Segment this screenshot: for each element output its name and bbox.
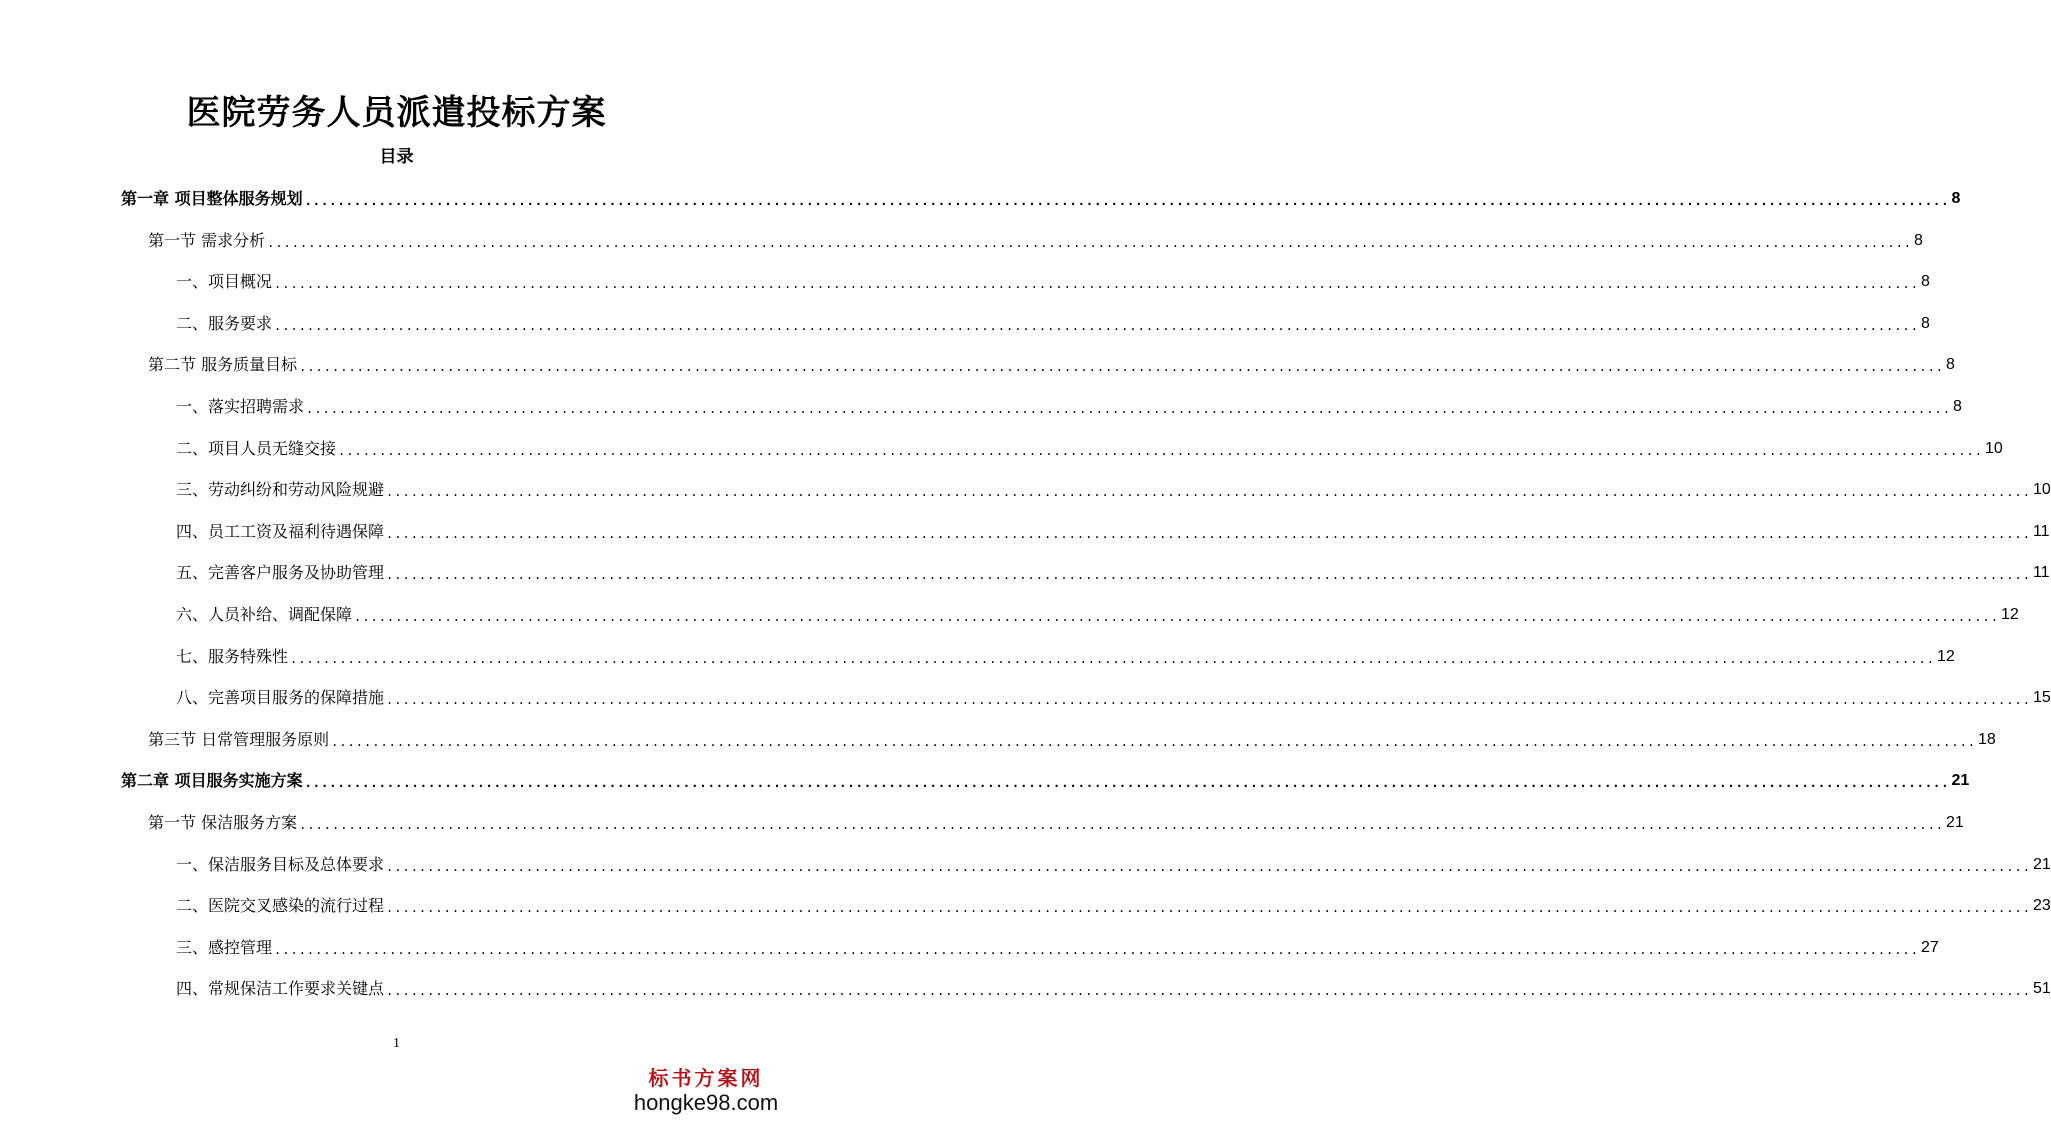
toc-entry-label: 二、服务要求 <box>176 313 273 333</box>
watermark-cn-text: 标书方案网 <box>648 1066 764 1090</box>
toc-leader-dots: ........................................................................................................................................................................................................ <box>299 360 1945 375</box>
toc-entry-label: 第二节 服务质量目标 <box>148 355 298 375</box>
toc-entry-label: 四、员工工资及福利待遇保障 <box>176 521 385 541</box>
toc-entry-page: 51 <box>2032 980 2051 998</box>
toc-entry-label: 第三节 日常管理服务原则 <box>148 729 330 749</box>
toc-entry-item[interactable] <box>176 430 2003 460</box>
toc-entry-label: 二、医院交叉感染的流行过程 <box>176 896 385 916</box>
toc-entry-label: 四、常规保洁工作要求关键点 <box>176 979 385 999</box>
toc-entry-page: 12 <box>2000 606 2019 623</box>
toc-entry-page: 27 <box>1920 938 1939 956</box>
toc-entry-chapter[interactable] <box>121 180 1961 210</box>
toc-entry-label: 五、完善客户服务及协助管理 <box>176 563 385 583</box>
toc-entry-page: 11 <box>2032 522 2050 540</box>
toc-entry-item[interactable] <box>176 554 2050 584</box>
toc-leader-dots: ........................................................................................................................................................................................................ <box>386 901 2031 916</box>
toc-entry-page: 15 <box>2032 689 2051 707</box>
toc-leader-dots: ........................................................................................................................................................................................................ <box>274 277 1919 292</box>
toc-entry-item[interactable] <box>176 263 1930 293</box>
toc-leader-dots: ........................................................................................................................................................................................................ <box>354 610 1999 624</box>
toc-entry-section[interactable] <box>148 222 1923 252</box>
toc-entry-page: 8 <box>1951 190 1961 207</box>
toc-entry-label: 第二章 项目服务实施方案 <box>121 771 303 791</box>
toc-entry-page: 21 <box>2032 855 2051 873</box>
toc-entry-section[interactable] <box>148 804 1964 834</box>
toc-entry-section[interactable] <box>148 721 1996 751</box>
toc-leader-dots: ........................................................................................................................................................................................................ <box>267 235 1913 250</box>
toc-leader-dots: ........................................................................................................................................................................................................ <box>386 859 2031 874</box>
toc-entry-page: 8 <box>1952 398 1962 415</box>
toc-entry-item[interactable] <box>176 970 2051 1000</box>
toc-leader-dots: ........................................................................................................................................................................................................ <box>338 443 1983 458</box>
toc-leader-dots: ........................................................................................................................................................................................................ <box>304 194 1950 208</box>
toc-entry-label: 第一节 需求分析 <box>148 230 266 250</box>
toc-leader-dots: ........................................................................................................................................................................................................ <box>386 485 2031 500</box>
toc-entry-label: 六、人员补给、调配保障 <box>176 605 353 624</box>
toc-entry-item[interactable] <box>176 929 1939 959</box>
watermark-en-text: hongke98.com <box>633 1090 779 1115</box>
toc-leader-dots: ........................................................................................................................................................................................................ <box>290 651 1935 666</box>
toc-entry-label: 三、感控管理 <box>176 937 273 957</box>
toc-entry-page: 10 <box>1984 439 2003 457</box>
toc-entry-page: 8 <box>1920 273 1930 291</box>
toc-entry-item[interactable] <box>176 846 2051 876</box>
toc-leader-dots: ........................................................................................................................................................................................................ <box>304 776 1950 791</box>
toc-entry-page: 21 <box>1946 814 1964 831</box>
toc-entry-item[interactable] <box>176 305 1930 335</box>
watermark-logo <box>631 1066 781 1116</box>
toc-leader-dots: ........................................................................................................................................................................................................ <box>331 734 1977 749</box>
toc-entry-item[interactable] <box>176 513 2050 543</box>
toc-leader-dots: ........................................................................................................................................................................................................ <box>306 402 1951 416</box>
toc-entry-page: 8 <box>1914 231 1923 249</box>
toc-entry-label: 一、保洁服务目标及总体要求 <box>176 854 385 874</box>
toc-entry-page: 8 <box>1920 314 1930 332</box>
toc-entry-section[interactable] <box>148 346 1955 376</box>
toc-leader-dots: ........................................................................................................................................................................................................ <box>386 693 2031 708</box>
toc-entry-label: 一、项目概况 <box>176 272 273 292</box>
toc-leader-dots: ........................................................................................................................................................................................................ <box>386 984 2031 999</box>
toc-entry-page: 8 <box>1946 356 1955 374</box>
toc-leader-dots: ........................................................................................................................................................................................................ <box>386 568 2031 583</box>
toc-entry-page: 12 <box>1936 647 1955 665</box>
toc-entry-label: 七、服务特殊性 <box>176 646 289 666</box>
toc-entry-item[interactable] <box>176 638 1955 668</box>
toc-heading: 目录 <box>379 147 414 167</box>
toc-entry-item[interactable] <box>176 887 2051 917</box>
toc-entry-page: 23 <box>2032 897 2051 915</box>
toc-leader-dots: ........................................................................................................................................................................................................ <box>386 526 2031 541</box>
toc-entry-label: 三、劳动纠纷和劳动风险规避 <box>176 480 385 500</box>
toc-entry-item[interactable] <box>176 471 2051 501</box>
toc-entry-label: 二、项目人员无缝交接 <box>176 438 337 458</box>
toc-leader-dots: ........................................................................................................................................................................................................ <box>299 818 1945 832</box>
toc-entry-item[interactable] <box>176 596 2019 626</box>
toc-entry-label: 八、完善项目服务的保障措施 <box>176 688 385 708</box>
toc-entry-label: 第一节 保洁服务方案 <box>148 813 298 832</box>
toc-entry-chapter[interactable] <box>121 762 1970 792</box>
toc-entry-item[interactable] <box>176 388 1962 418</box>
document-title: 医院劳务人员派遣投标方案 <box>186 93 607 133</box>
toc-leader-dots: ........................................................................................................................................................................................................ <box>274 318 1919 333</box>
toc-entry-page: 18 <box>1978 730 1996 748</box>
toc-leader-dots: ........................................................................................................................................................................................................ <box>274 942 1919 957</box>
toc-entry-page: 11 <box>2032 564 2050 582</box>
toc-entry-label: 一、落实招聘需求 <box>176 397 305 416</box>
toc-entry-label: 第一章 项目整体服务规划 <box>121 189 303 208</box>
toc-entry-item[interactable] <box>176 679 2051 709</box>
toc-entry-page: 21 <box>1951 772 1970 790</box>
toc-entry-page: 10 <box>2032 481 2051 499</box>
page-number: 1 <box>393 1036 400 1051</box>
